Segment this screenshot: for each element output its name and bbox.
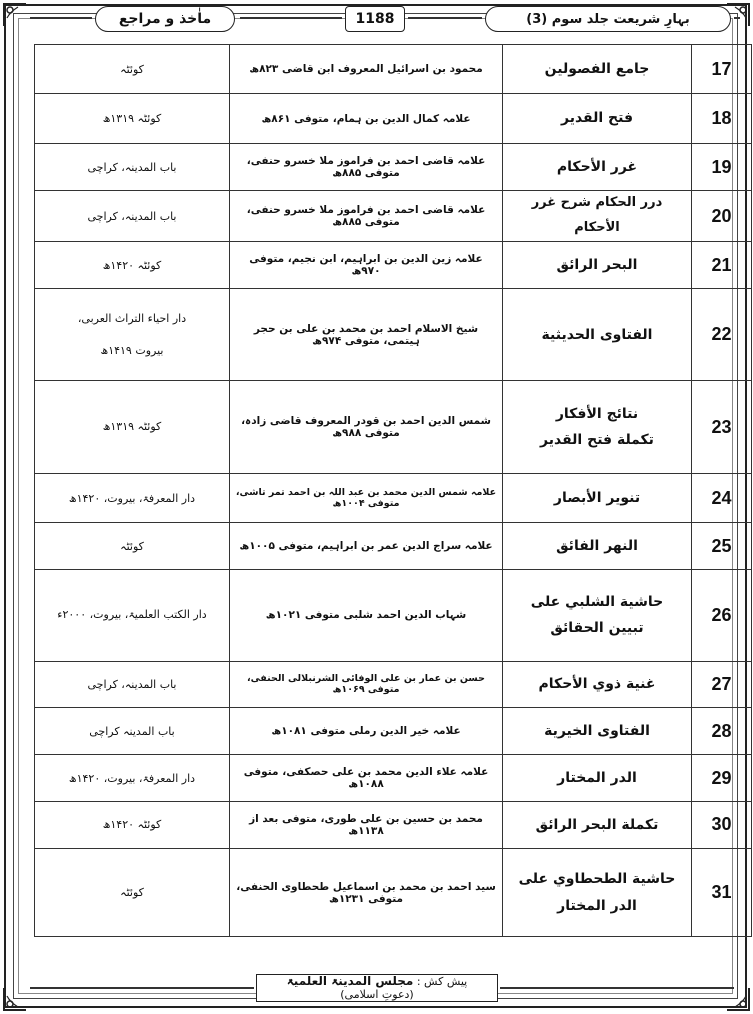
- author-cell: حسن بن عمار بن علی الوفائی الشرنبلالی الحنفی، متوفی ۱۰۶۹ھ: [230, 661, 503, 707]
- book-title-cell: غرر الأحكام: [503, 143, 692, 190]
- publisher-cell: کوئٹہ ۱۳۱۹ھ: [35, 381, 230, 474]
- publisher-cell: [35, 289, 230, 381]
- publisher-cell: کوئٹہ: [35, 45, 230, 94]
- author-cell: شہاب الدین احمد شلبی متوفی ۱۰۲۱ھ: [230, 569, 503, 661]
- row-number: 26: [692, 569, 752, 661]
- table-row: [35, 381, 752, 474]
- author-cell: محمود بن اسرائیل المعروف ابن قاضی ۸۲۳ھ: [230, 45, 503, 94]
- table-row: [35, 45, 752, 94]
- header-rule: [30, 17, 92, 19]
- book-title-cell: البحر الرائق: [503, 242, 692, 289]
- book-title-line: الدر المختار: [557, 897, 637, 914]
- table-row: [35, 289, 752, 381]
- publisher-cell: کوئٹہ: [35, 523, 230, 569]
- row-number: 29: [692, 755, 752, 801]
- publisher-line: بیروت ۱۴۱۹ھ: [100, 343, 164, 357]
- table-row: [35, 569, 752, 661]
- org-subtitle: (دعوتِ اسلامی): [340, 987, 414, 1001]
- table-row: [35, 523, 752, 569]
- book-title-cell: تنوير الأبصار: [503, 473, 692, 522]
- row-number: 31: [692, 849, 752, 937]
- publisher-cell: کوئٹہ ۱۴۲۰ھ: [35, 242, 230, 289]
- book-title-cell: تكملة البحر الرائق: [503, 801, 692, 848]
- table-row: [35, 94, 752, 143]
- author-cell: علامہ علاء الدین محمد بن علی حصکفی، متوفی ۱۰۸۸ھ: [230, 755, 503, 801]
- row-number: 24: [692, 473, 752, 522]
- book-title-line: نتائج الأفكار: [555, 405, 639, 422]
- author-cell: سید احمد بن محمد بن اسماعیل طحطاوی الحنفی، متوفی ۱۲۳۱ھ: [230, 849, 503, 937]
- page-number: 1188: [345, 6, 405, 32]
- publisher-cell: کوئٹہ: [35, 849, 230, 937]
- table-row: [35, 755, 752, 801]
- row-number: 28: [692, 707, 752, 754]
- table-row: [35, 473, 752, 522]
- book-title-cell: النهر الفائق: [503, 523, 692, 569]
- book-title-cell: درر الحكام شرح غرر الأحكام: [503, 191, 692, 242]
- references-table: [34, 44, 752, 937]
- footer-rule: [500, 987, 734, 989]
- row-number: 27: [692, 661, 752, 707]
- table-row: [35, 801, 752, 848]
- corner-ornament-icon: [725, 986, 751, 1012]
- table-row: [35, 191, 752, 242]
- running-title: بہارِ شریعت جلد سوم (3): [485, 6, 731, 32]
- row-number: 23: [692, 381, 752, 474]
- table-row: [35, 143, 752, 190]
- book-title-cell: فتح القدير: [503, 94, 692, 143]
- book-title-cell: جامع الفصولين: [503, 45, 692, 94]
- publisher-cell: کوئٹہ ۱۳۱۹ھ: [35, 94, 230, 143]
- book-title-cell: [503, 849, 692, 937]
- author-cell: شیخ الاسلام احمد بن محمد بن علی بن حجر ہیتمی، متوفی ۹۷۴ھ: [230, 289, 503, 381]
- footer-line: [257, 975, 497, 989]
- publisher-line: دار احیاء التراث العربی،: [77, 311, 187, 325]
- author-cell: علامہ زین الدین بن ابراہیم، ابن نجیم، متوفی ۹۷۰ھ: [230, 242, 503, 289]
- corner-ornament-icon: [2, 2, 28, 28]
- publisher-cell: دار الکتب العلمیۃ، بیروت، ۲۰۰۰ء: [35, 569, 230, 661]
- row-number: 22: [692, 289, 752, 381]
- book-title-line: تبيين الحقائق: [550, 620, 644, 637]
- corner-ornament-icon: [2, 986, 28, 1012]
- row-number: 17: [692, 45, 752, 94]
- row-number: 20: [692, 191, 752, 242]
- author-cell: علامہ قاضی احمد بن فراموز ملا خسرو حنفی، متوفی ۸۸۵ھ: [230, 191, 503, 242]
- author-cell: علامہ شمس الدین محمد بن عبد اللہ بن احمد تمر تاشی، متوفی ۱۰۰۴ھ: [230, 473, 503, 522]
- book-title-cell: الفتاوى الحديثية: [503, 289, 692, 381]
- publisher-cell: دار المعرفۃ، بیروت، ۱۴۲۰ھ: [35, 473, 230, 522]
- book-title-line: حاشية الطحطاوي على: [518, 870, 676, 887]
- row-number: 30: [692, 801, 752, 848]
- book-title-cell: [503, 381, 692, 474]
- author-cell: شمس الدین احمد بن قودر المعروف قاضی زادہ، متوفی ۹۸۸ھ: [230, 381, 503, 474]
- book-title-cell: [503, 569, 692, 661]
- author-cell: علامہ سراج الدین عمر بن ابراہیم، متوفی ۱۰۰۵ھ: [230, 523, 503, 569]
- author-cell: علامہ خیر الدین رملی متوفی ۱۰۸۱ھ: [230, 707, 503, 754]
- header-rule: [734, 17, 740, 19]
- publisher-cell: باب المدینہ کراچی: [35, 707, 230, 754]
- author-cell: علامہ قاضی احمد بن فراموز ملا خسرو حنفی، متوفی ۸۸۵ھ: [230, 143, 503, 190]
- section-title: ماٰخذ و مراجع: [95, 6, 235, 32]
- row-number: 25: [692, 523, 752, 569]
- header-rule: [408, 17, 482, 19]
- book-title-line: تكملة فتح القدير: [540, 432, 654, 449]
- author-cell: محمد بن حسین بن علی طوری، متوفی بعد از ۱۱۳۸ھ: [230, 801, 503, 848]
- publisher-cell: باب المدینہ، کراچی: [35, 661, 230, 707]
- author-cell: علامہ کمال الدین بن ہمام، متوفی ۸۶۱ھ: [230, 94, 503, 143]
- book-title-cell: الفتاوى الخيرية: [503, 707, 692, 754]
- book-title-cell: غنية ذوي الأحكام: [503, 661, 692, 707]
- footer-rule: [30, 987, 254, 989]
- org-name: مجلس المدینۃ العلمیۃ: [286, 974, 414, 988]
- publisher-cell: باب المدینہ، کراچی: [35, 143, 230, 190]
- header-rule: [240, 17, 342, 19]
- book-title-line: حاشية الشلبي على: [530, 593, 664, 610]
- publisher-cell: دار المعرفۃ، بیروت، ۱۴۲۰ھ: [35, 755, 230, 801]
- table-row: [35, 661, 752, 707]
- row-number: 21: [692, 242, 752, 289]
- publisher-cell: کوئٹہ ۱۴۲۰ھ: [35, 801, 230, 848]
- publisher-cell: باب المدینہ، کراچی: [35, 191, 230, 242]
- footer-box: [256, 974, 498, 1002]
- book-title-cell: الدر المختار: [503, 755, 692, 801]
- row-number: 18: [692, 94, 752, 143]
- table-row: [35, 242, 752, 289]
- presenter-label: پیش کش :: [416, 975, 468, 988]
- row-number: 19: [692, 143, 752, 190]
- table-row: [35, 849, 752, 937]
- table-row: [35, 707, 752, 754]
